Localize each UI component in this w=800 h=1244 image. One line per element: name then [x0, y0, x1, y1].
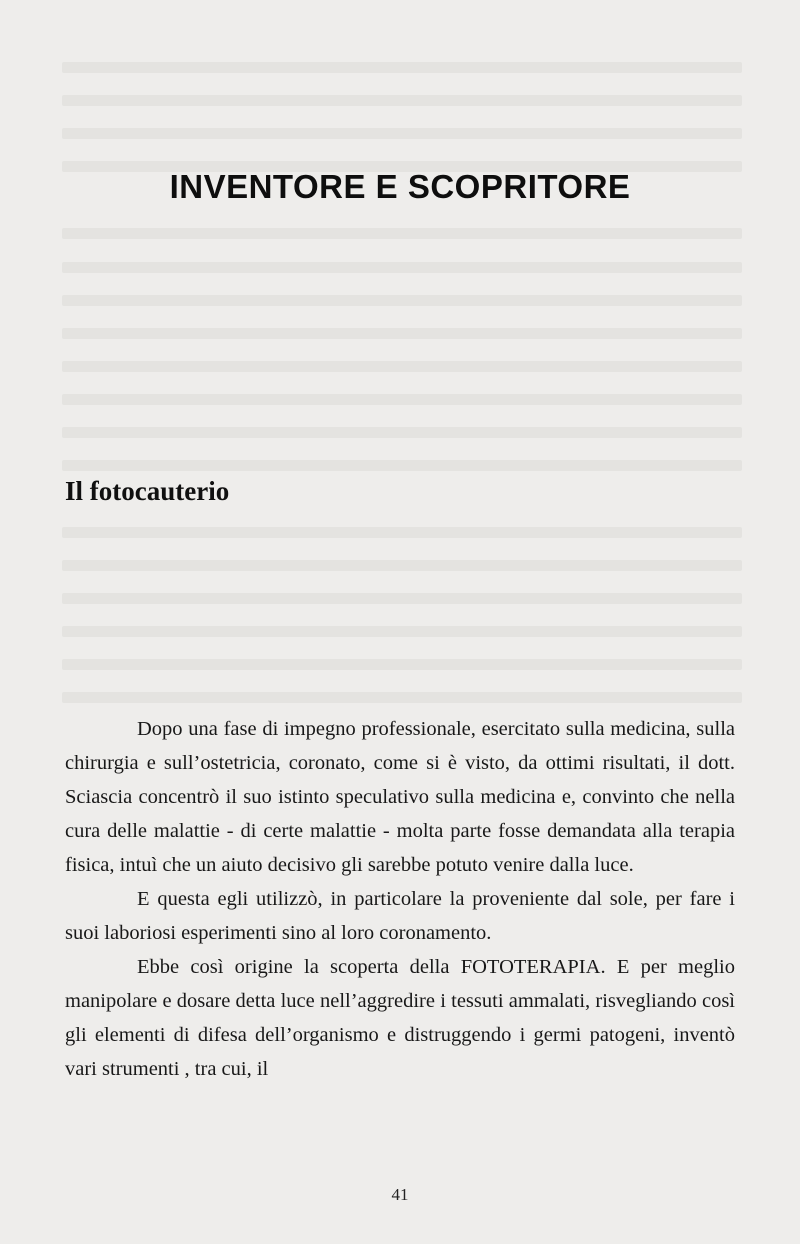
- body-text: [65, 712, 735, 1086]
- paragraph: Dopo una fase di impegno professionale, esercitato sulla medicina, sulla chirurgia e sull’ostetricia, coronato, come si è visto, da ottimi risultati, il dott. Sciascia concentrò il suo istinto speculativo sulla medicina e, convinto che nella cura delle malattie - di certe malattie - molta parte fosse demandata alla terapia fisica, intuì che un aiuto decisivo gli sarebbe potuto venire dalla luce.: [65, 718, 735, 876]
- page-number: 41: [391, 1185, 409, 1204]
- paragraph: Ebbe così origine la scoperta della FOTOTERAPIA. E per meglio manipolare e dosare detta luce nell’aggredire i tessuti ammalati, risvegliando così gli elementi di difesa dell’organismo e distruggendo i germi patogeni, inventò vari strumenti , tra cui, il: [65, 956, 735, 1080]
- bleed-through-line: [62, 295, 742, 306]
- bleed-through-line: [62, 560, 742, 571]
- bleed-through-line: [62, 228, 742, 239]
- bleed-through-line: [62, 527, 742, 538]
- chapter-title: INVENTORE E SCOPRITORE: [169, 168, 631, 205]
- paragraph: E questa egli utilizzò, in particolare la proveniente dal sole, per fare i suoi laboriosi esperimenti sino al loro coronamento.: [65, 888, 735, 944]
- bleed-through-line: [62, 95, 742, 106]
- bleed-through-line: [62, 361, 742, 372]
- bleed-through-line: [62, 62, 742, 73]
- bleed-through-line: [62, 394, 742, 405]
- bleed-through-line: [62, 659, 742, 670]
- section-title: Il fotocauterio: [65, 476, 230, 506]
- bleed-through-line: [62, 128, 742, 139]
- bleed-through-line: [62, 593, 742, 604]
- bleed-through-line: [62, 692, 742, 703]
- bleed-through-line: [62, 626, 742, 637]
- bleed-through-line: [62, 460, 742, 471]
- bleed-through-line: [62, 262, 742, 273]
- bleed-through-line: [62, 328, 742, 339]
- bleed-through-line: [62, 427, 742, 438]
